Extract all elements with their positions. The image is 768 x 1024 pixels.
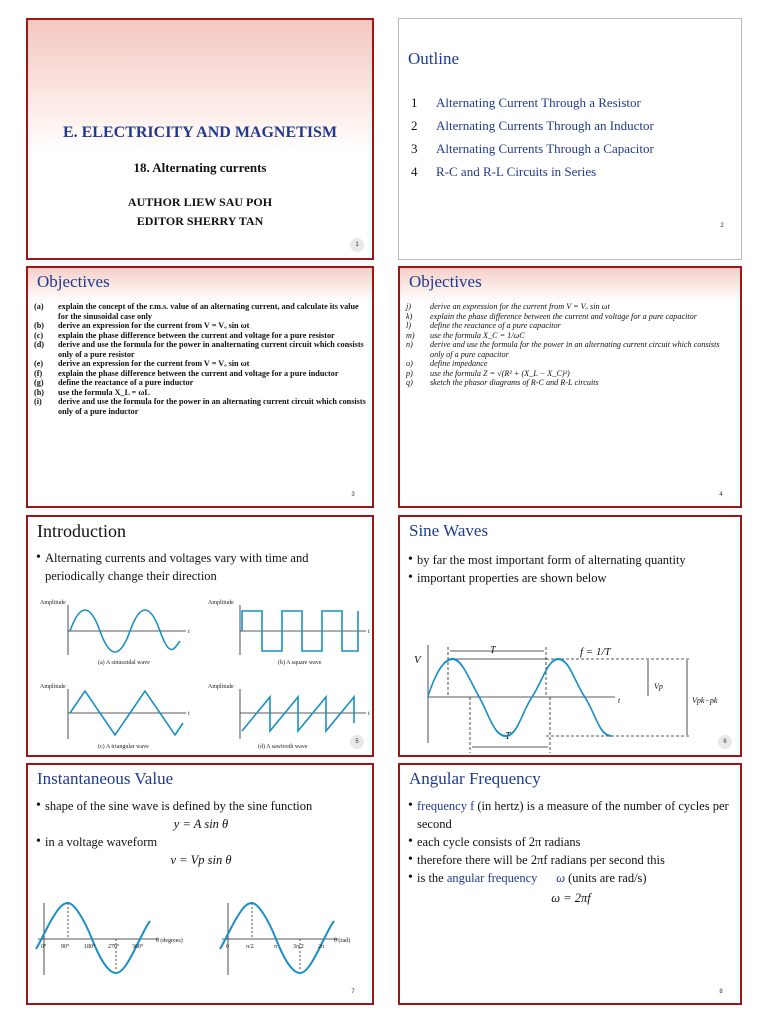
t-label: t bbox=[368, 629, 370, 635]
outline-item: 1 Alternating Current Through a Resistor bbox=[411, 95, 641, 110]
objectives-list bbox=[406, 302, 734, 388]
bullet-item: • in a voltage waveform bbox=[36, 834, 158, 849]
chapter-subtitle: 18. Alternating currents bbox=[133, 160, 267, 175]
tick-label: 0° bbox=[41, 944, 47, 950]
axis-label: Amplitude bbox=[208, 684, 234, 690]
outline-item: 2 Alternating Currents Through an Inductor bbox=[411, 118, 654, 133]
objective-item: j) derive an expression for the current from V = Vₒ sin ωt bbox=[406, 302, 610, 311]
tick-label: 180° bbox=[84, 944, 96, 950]
objective-item: (d) derive and use the formula for the power in analternating current circuit which consists only of a pure resistor bbox=[34, 340, 364, 359]
frequency-formula: f = 1/T bbox=[580, 646, 611, 658]
tick-label: 360° bbox=[132, 944, 144, 950]
waveform-figures bbox=[28, 593, 372, 753]
axis-label: θ (degrees) bbox=[156, 938, 183, 944]
page-number: 6 bbox=[718, 735, 732, 749]
slide-title: Introduction bbox=[37, 521, 126, 541]
author-line: AUTHOR LIEW SAU POH bbox=[127, 195, 273, 209]
slide-outline bbox=[398, 18, 742, 260]
objective-item: o) define impedance bbox=[406, 359, 488, 368]
objective-item: (e) derive an expression for the current from V = Vₒ sin ωt bbox=[34, 359, 250, 368]
slide-title: Instantaneous Value bbox=[37, 769, 174, 788]
outline-list bbox=[411, 95, 654, 187]
bullet-list bbox=[36, 797, 366, 869]
bullet-item: • shape of the sine wave is defined by the sine function bbox=[36, 798, 313, 813]
period-label: T bbox=[490, 645, 496, 656]
axis-label: Amplitude bbox=[40, 684, 66, 690]
objective-item: (c) explain the phase difference between the current and voltage for a pure resistor bbox=[34, 330, 335, 340]
bullet-list bbox=[408, 551, 734, 587]
sine-wave-diagram bbox=[400, 633, 742, 753]
page-number: 7 bbox=[351, 989, 355, 995]
slide-objectives-2 bbox=[398, 266, 742, 508]
slide-instantaneous-value bbox=[26, 763, 374, 1005]
sine-degrees bbox=[36, 903, 150, 973]
axis-label: Amplitude bbox=[208, 600, 234, 606]
page-number: 5 bbox=[350, 735, 364, 749]
vp-label: Vp bbox=[654, 682, 663, 691]
bullet-list bbox=[36, 549, 366, 585]
caption-sawtooth: (d) A sawtooth wave bbox=[258, 744, 308, 750]
equation: y = A sin θ bbox=[173, 817, 229, 831]
page-number: 1 bbox=[350, 238, 364, 252]
t-label: t bbox=[368, 711, 370, 717]
sine-curve bbox=[428, 659, 611, 736]
slide-title: Sine Waves bbox=[409, 521, 489, 540]
axis-label: θ (rad) bbox=[334, 938, 351, 944]
page-number: 2 bbox=[720, 223, 724, 229]
slide-title: Objectives bbox=[37, 272, 110, 291]
tick-label: π/2 bbox=[246, 944, 254, 950]
slide-introduction bbox=[26, 515, 374, 757]
page-number: 4 bbox=[719, 492, 723, 498]
objectives-list bbox=[34, 302, 366, 416]
objective-item: k) explain the phase difference between the current and voltage for a pure capacitor bbox=[406, 311, 697, 321]
objective-item: (g) define the reactance of a pure inductor bbox=[34, 378, 194, 387]
tick-label: π bbox=[274, 944, 278, 950]
v-label: V bbox=[414, 654, 421, 666]
caption-triangle: (c) A triangular wave bbox=[98, 744, 149, 750]
objective-item: l) define the reactance of a pure capacitor bbox=[406, 321, 561, 330]
vpkpk-label: Vpk−pk bbox=[692, 696, 718, 705]
period-label: T bbox=[505, 731, 511, 742]
objective-item: p) use the formula Z = √(R² + (X_L − X_C)²) bbox=[406, 368, 570, 378]
objective-item: q) sketch the phasor diagrams of R-C and R-L circuits bbox=[406, 378, 599, 387]
objective-item: (f) explain the phase difference between the current and voltage for a pure inductor bbox=[34, 368, 339, 378]
t-label: t bbox=[618, 696, 621, 705]
tick-label: 270° bbox=[108, 944, 120, 950]
objective-item: (h) use the formula X_L = ωL bbox=[34, 387, 150, 397]
outline-item: 3 Alternating Currents Through a Capacitor bbox=[411, 141, 654, 156]
bullet-item: • by far the most important form of alternating quantity bbox=[408, 552, 686, 567]
page-number: 3 bbox=[351, 492, 355, 498]
main-title: E. ELECTRICITY AND MAGNETISM bbox=[62, 124, 338, 141]
objective-item: (i) derive and use the formula for the power in an alternating current circuit which consists only of a pure inductor bbox=[34, 397, 366, 416]
tick-label: 0 bbox=[226, 944, 229, 950]
caption-sine: (a) A sinusoidal wave bbox=[98, 660, 150, 666]
t-label: t bbox=[188, 711, 190, 717]
equation: ω = 2πf bbox=[551, 891, 591, 905]
sawtooth-wave bbox=[242, 697, 354, 731]
bullet-item: • is the angular frequency ω (units are rad/s) bbox=[408, 870, 647, 885]
bullet-item: • important properties are shown below bbox=[408, 570, 607, 585]
slide-angular-frequency bbox=[398, 763, 742, 1005]
equation: v = Vp sin θ bbox=[170, 853, 232, 867]
objective-item: m) use the formula X_C = 1/ωC bbox=[406, 330, 525, 340]
sine-radians bbox=[220, 903, 334, 973]
page-number: 8 bbox=[719, 989, 723, 995]
tick-label: 2π bbox=[318, 944, 325, 950]
t-label: t bbox=[188, 629, 190, 635]
editor-line: EDITOR SHERRY TAN bbox=[136, 214, 264, 228]
sine-plots bbox=[28, 899, 374, 999]
objective-item: n) derive and use the formula for the power in an alternating current circuit which consists only of a pure capacitor bbox=[406, 340, 720, 359]
bullet-item: • Alternating currents and voltages vary with time and periodically change their direction bbox=[36, 550, 309, 583]
slide-title: Objectives bbox=[409, 272, 482, 291]
objective-item: (b) derive an expression for the current from V = Vₒ sin ωt bbox=[34, 321, 250, 330]
slide-objectives-1 bbox=[26, 266, 374, 508]
slide-title bbox=[26, 18, 374, 260]
caption-square: (b) A square wave bbox=[278, 660, 322, 666]
objective-item: (a) explain the concept of the r.m.s. value of an alternating current, and calculate its value for the sinusoidal case only bbox=[34, 302, 359, 321]
bullet-item: • frequency f (in hertz) is a measure of the number of cycles per second bbox=[408, 798, 729, 831]
slide-title: Outline bbox=[408, 49, 459, 68]
bullet-item: • therefore there will be 2πf radians per second this bbox=[408, 852, 665, 867]
outline-item: 4 R-C and R-L Circuits in Series bbox=[411, 164, 597, 179]
axis-label: Amplitude bbox=[40, 600, 66, 606]
bullet-list bbox=[408, 797, 734, 907]
tick-label: 3π/2 bbox=[293, 944, 304, 950]
slide-sine-waves bbox=[398, 515, 742, 757]
tick-label: 90° bbox=[61, 944, 70, 950]
bullet-item: • each cycle consists of 2π radians bbox=[408, 834, 581, 849]
slide-title: Angular Frequency bbox=[409, 769, 541, 788]
